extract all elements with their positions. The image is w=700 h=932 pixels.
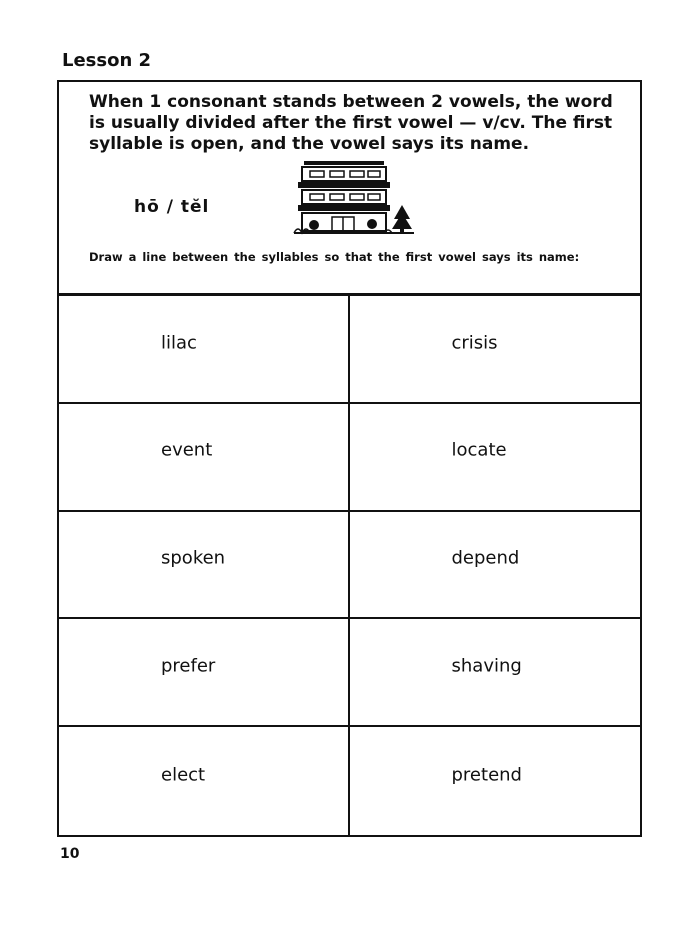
rule-emphasis: open — [190, 134, 239, 154]
word-cell[interactable] — [59, 404, 350, 512]
rule-text — [89, 92, 624, 155]
word-text: crisis — [451, 332, 498, 354]
hotel-illustration — [284, 159, 419, 249]
word-text: event — [161, 439, 213, 461]
word-text: locate — [451, 439, 507, 461]
word-text: pretend — [451, 764, 522, 786]
word-text: prefer — [161, 655, 216, 677]
word-text: elect — [161, 764, 206, 786]
word-text: lilac — [161, 332, 197, 354]
word-text: spoken — [161, 547, 226, 569]
example-word: hō / tĕl — [134, 197, 210, 217]
word-cell[interactable] — [59, 512, 350, 620]
rule-text-before: When 1 consonant stands between 2 vowels, the word is usually divided after the first vowel — v/cv. The first syllable is — [89, 92, 613, 154]
word-text: depend — [451, 547, 520, 569]
direction-text: Draw a line between the syllables so that the first vowel says its name: — [89, 250, 580, 264]
word-cell[interactable] — [350, 727, 641, 835]
rule-text-after: , and the vowel says its name. — [238, 134, 530, 154]
word-cell[interactable] — [350, 404, 641, 512]
page-number: 10 — [60, 846, 80, 862]
worksheet-box — [57, 80, 642, 837]
lesson-title: Lesson 2 — [62, 50, 152, 71]
word-cell[interactable] — [59, 619, 350, 727]
word-cell[interactable] — [350, 619, 641, 727]
word-cell[interactable] — [59, 727, 350, 835]
instructions-panel — [59, 82, 640, 296]
word-cell[interactable] — [59, 296, 350, 404]
word-cell[interactable] — [350, 512, 641, 620]
word-text: shaving — [451, 655, 522, 677]
word-grid — [59, 296, 640, 835]
word-cell[interactable] — [350, 296, 641, 404]
